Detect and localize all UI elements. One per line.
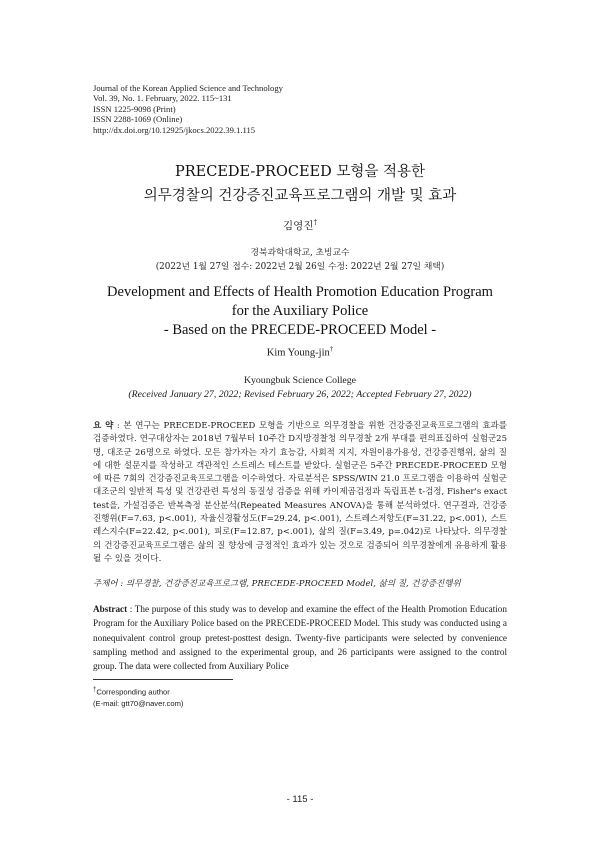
footnote-divider xyxy=(93,679,233,680)
journal-volume: Vol. 39, No. 1. February, 2022. 115~131 xyxy=(93,93,232,104)
doi-link[interactable]: http://dx.doi.org/10.12925/jkocs.2022.39.1.115 xyxy=(93,124,256,135)
footnote-corresponding: Corresponding author xyxy=(96,687,170,697)
korean-author-name: 김영진 xyxy=(283,220,314,232)
korean-abstract-label: 요 약 xyxy=(93,421,114,431)
journal-name: Journal of the Korean Applied Science and Technology xyxy=(93,83,283,93)
footnote-mark: † xyxy=(93,687,97,693)
english-title-line2: for the Auxiliary Police xyxy=(231,303,369,319)
english-abstract xyxy=(93,602,507,673)
korean-title-line1: PRECEDE-PROCEED 모형을 적용한 xyxy=(174,164,426,180)
english-abstract-body: : The purpose of this study was to develop and examine the effect of the Health Promotion Education Program for the Auxiliary Police based on the PRECEDE-PROCEED Model. This study was conducted using a nonequivalent control group pretest-posttest design. Twenty-five participants were selected by convenience sampling method and assigned to the experimental group, and 26 participants were assigned to the control group. The data were collected from Auxiliary Police xyxy=(93,604,507,672)
english-affiliation-block xyxy=(0,374,600,401)
korean-title-line2: 의무경찰의 건강증진교육프로그램의 개발 및 효과 xyxy=(143,188,457,204)
english-dates: (Received January 27, 2022; Revised February 26, 2022; Accepted February 27, 2022) xyxy=(128,388,472,400)
korean-keywords: 주제어 : 의무경찰, 건강증진교육프로그램, PRECEDE-PROCEED Model, 삶의 질, 건강증진행위 xyxy=(93,579,461,589)
korean-dates: (2022년 1월 27일 접수: 2022년 2월 26일 수정: 2022년 2월 27일 채택) xyxy=(155,261,445,272)
issn-online: ISSN 2288-1069 (Online) xyxy=(93,114,183,125)
korean-affiliation-block xyxy=(0,247,600,274)
english-author-name: Kim Young-jin xyxy=(266,347,330,359)
english-abstract-label: Abstract xyxy=(93,604,128,614)
korean-abstract-body: : 본 연구는 PRECEDE-PROCEED 모형을 기반으로 의무경찰을 위한 건강증진교육프로그램의 효과를 검증하였다. 연구대상자는 2018년 7월부터 10주간 D지방경찰청 의무경찰 2개 부대를 편의표집하여 실험군25명, 대조군 26명으로 하였다. 모든 참가자는 자기 효능감, 사회적 지지, 자원이용가용성, 건강증진행위, 삶의 질에 대한 설문지를 작성하고 객관적인 스트레스 테스트를 받았다. 실험군은 5주간 PRECEDE-PROCEED 모형에 따른 7회의 건강증진교육프로그램을 이수하였다. 자료분석은 SPSS/WIN 21.0 프로그램을 이용하여 실험군 대조군의 일반적 특성 및 건강관련 특성의 동질성 검증을 위해 카이제곱검정과 독립표본 t-검정, Fisher's exact test을, 가설검증은 반복측정 분산분석(Repeated Measures ANOVA)을 통해 분석하였다. 연구결과, 건강증진행위(F=7.63, p<.001), 자율신경활성도(F=29.24, p<.001), 스트레스저항도(F=31.22, p<.001), 스트레스지수(F=22.42, p<.001), 피로(F=12.87, p<.001), 삶의 질(F=3.49, p=.042)로 나타났다. 의무경찰의 건강증진교육프로그램은 삶의 질 향상에 긍정적인 효과가 있는 것으로 검증되어 의무경찰에게 유용하게 활용될 수 있을 것이다. xyxy=(93,421,507,564)
issn-print: ISSN 1225-9098 (Print) xyxy=(93,103,176,114)
korean-author xyxy=(0,218,600,233)
english-author-mark: † xyxy=(329,345,334,353)
page-number: - 115 - xyxy=(286,794,314,805)
english-title-line3: - Based on the PRECEDE-PROCEED Model - xyxy=(163,322,437,338)
footnote xyxy=(93,685,393,709)
journal-header xyxy=(93,83,513,135)
korean-author-mark: † xyxy=(313,218,317,227)
korean-title xyxy=(60,160,540,208)
korean-affiliation: 경북과학대학교, 초빙교수 xyxy=(250,248,350,258)
english-affiliation: Kyoungbuk Science College xyxy=(243,375,357,386)
english-author xyxy=(0,345,600,359)
korean-abstract xyxy=(93,420,507,566)
english-title xyxy=(40,283,560,340)
footnote-email: (E-mail: gtt70@naver.com) xyxy=(93,698,184,708)
english-title-line1: Development and Effects of Health Promotion Education Program xyxy=(107,284,493,300)
